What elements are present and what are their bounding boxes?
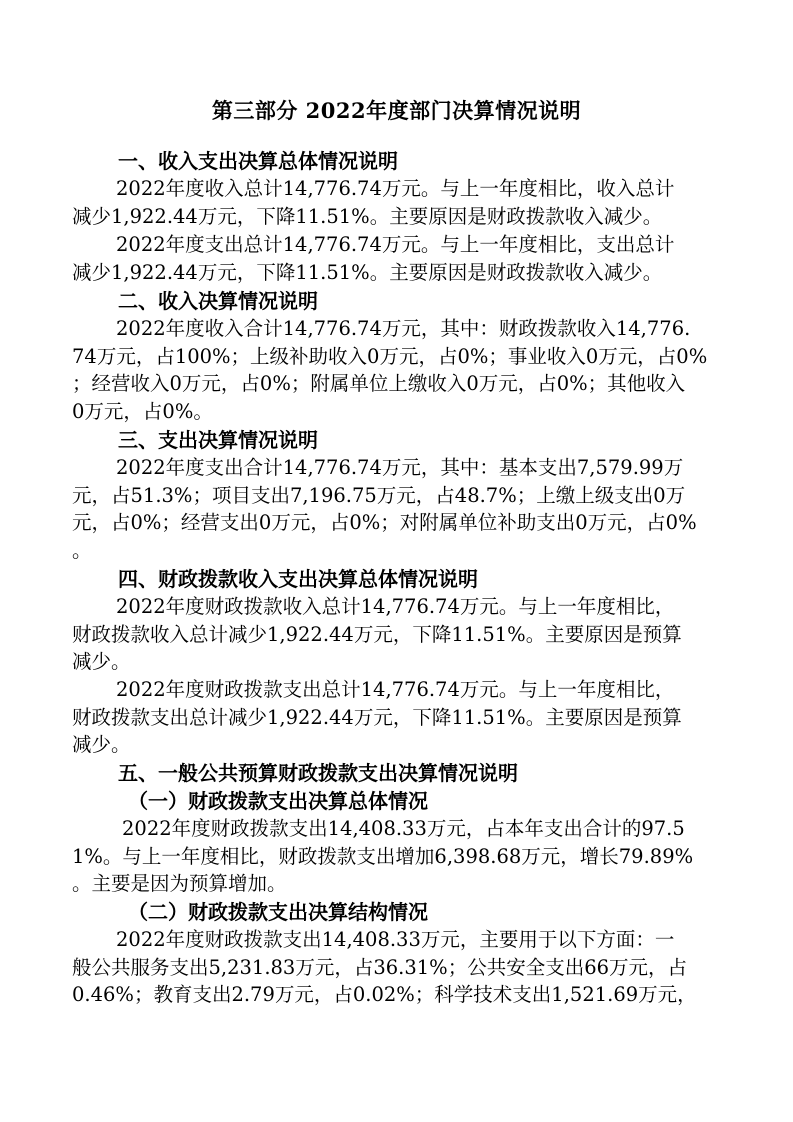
subsection-heading-2: （二）财政拨款支出决算结构情况 bbox=[128, 900, 428, 924]
section-heading-3: 三、支出决算情况说明 bbox=[118, 428, 318, 452]
page-title: 第三部分 2022年度部门决算情况说明 bbox=[211, 98, 582, 123]
paragraph-line: 。 bbox=[72, 538, 92, 562]
paragraph-line: 2022年度支出总计14,776.74万元。与上一年度相比，支出总计 bbox=[116, 233, 675, 256]
paragraph-line: ；经营收入0万元，占0%；附属单位上缴收入0万元，占0%；其他收入 bbox=[72, 372, 686, 395]
paragraph-income-expense-total-2 bbox=[72, 231, 722, 286]
paragraph-line: 财政拨款支出总计减少1,922.44万元，下降11.51%。主要原因是预算 bbox=[72, 705, 682, 729]
paragraph-line: 2022年度收入合计14,776.74万元，其中：财政拨款收入14,776. bbox=[116, 317, 691, 340]
paragraph-expense-detail bbox=[72, 454, 722, 564]
paragraph-line: 2022年度财政拨款支出14,408.33万元，占本年支出合计的97.5 bbox=[122, 817, 685, 840]
paragraph-line: 。主要是因为预算增加。 bbox=[72, 872, 287, 895]
paragraph-line: 般公共服务支出5,231.83万元，占36.31%；公共安全支出66万元，占 bbox=[72, 955, 688, 979]
paragraph-line: 0.46%；教育支出2.79万元，占0.02%；科学技术支出1,521.69万元， bbox=[72, 983, 697, 1006]
section-heading-5: 五、一般公共预算财政拨款支出决算情况说明 bbox=[118, 761, 518, 785]
paragraph-line: 元，占0%；经营支出0万元，占0%；对附属单位补助支出0万元，占0% bbox=[72, 511, 697, 534]
paragraph-line: 2022年度财政拨款收入总计14,776.74万元。与上一年度相比， bbox=[116, 595, 675, 618]
paragraph-line: 减少1,922.44万元，下降11.51%。主要原因是财政拨款收入减少。 bbox=[72, 204, 663, 228]
paragraph-line: 2022年度支出合计14,776.74万元，其中：基本支出7,579.99万 bbox=[116, 456, 684, 479]
section-heading-1: 一、收入支出决算总体情况说明 bbox=[118, 149, 398, 173]
paragraph-line: 减少1,922.44万元，下降11.51%。主要原因是财政拨款收入减少。 bbox=[72, 260, 663, 284]
paragraph-line: 1%。与上一年度相比，财政拨款支出增加6,398.68万元，增长79.89% bbox=[72, 844, 694, 868]
paragraph-line: 0万元，占0%。 bbox=[72, 399, 213, 423]
paragraph-line: 74万元，占100%；上级补助收入0万元，占0%；事业收入0万元，占0% bbox=[72, 344, 708, 368]
paragraph-income-expense-total-1 bbox=[72, 175, 722, 230]
paragraph-fiscal-income-total bbox=[72, 593, 722, 676]
subsection-heading-1: （一）财政拨款支出决算总体情况 bbox=[128, 789, 428, 813]
paragraph-income-detail bbox=[72, 315, 722, 425]
paragraph-line: 2022年度收入总计14,776.74万元。与上一年度相比，收入总计 bbox=[116, 177, 675, 200]
paragraph-line: 2022年度财政拨款支出总计14,776.74万元。与上一年度相比， bbox=[116, 678, 675, 701]
paragraph-line: 减少。 bbox=[72, 650, 131, 673]
paragraph-fiscal-expense-total bbox=[72, 676, 722, 759]
paragraph-line: 元，占51.3%；项目支出7,196.75万元，占48.7%；上缴上级支出0万 bbox=[72, 483, 686, 507]
paragraph-line: 减少。 bbox=[72, 733, 131, 756]
paragraph-line: 2022年度财政拨款支出14,408.33万元，主要用于以下方面：一 bbox=[116, 928, 675, 951]
section-heading-2: 二、收入决算情况说明 bbox=[118, 289, 318, 313]
paragraph-line: 财政拨款收入总计减少1,922.44万元，下降11.51%。主要原因是预算 bbox=[72, 622, 682, 646]
paragraph-fiscal-expense-overall bbox=[72, 815, 722, 898]
paragraph-fiscal-expense-structure bbox=[72, 926, 722, 1009]
section-heading-4: 四、财政拨款收入支出决算总体情况说明 bbox=[118, 567, 478, 591]
